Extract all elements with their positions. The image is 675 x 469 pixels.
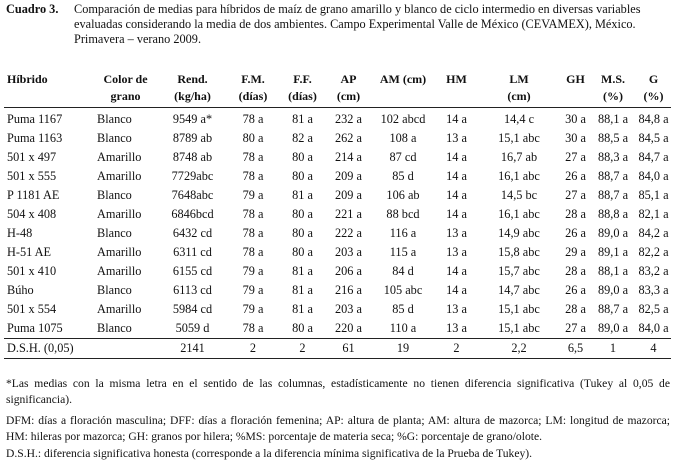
table-row bbox=[4, 148, 671, 167]
table-cell: 27 a bbox=[565, 188, 586, 202]
table-cell: 78 a bbox=[242, 245, 264, 259]
table-cell: 5984 cd bbox=[172, 302, 213, 316]
table-cell: 79 a bbox=[242, 264, 264, 278]
table-row bbox=[4, 129, 671, 148]
table-cell: 84,7 a bbox=[638, 150, 669, 164]
table-cell: 85 d bbox=[392, 302, 414, 316]
table-cell: 110 a bbox=[389, 321, 417, 335]
table-cell: 81 a bbox=[292, 112, 313, 126]
table-cell: 14 a bbox=[446, 188, 467, 202]
table-cell: 15,1 abc bbox=[498, 321, 540, 335]
table-cell: 14 a bbox=[446, 112, 467, 126]
note-abbreviations: DFM: días a floración masculina; DFF: días a floración femenina; AP: altura de planta; AM: altura de mazorca; LM: longitud de mazorca; HM: hileras por mazorca; GH: granos por hilera; %MS: porcentaje de materia seca; %G: porcentaje de grano/olote. bbox=[6, 413, 670, 444]
table-cell: 102 abcd bbox=[380, 112, 426, 126]
table-cell: 88,8 a bbox=[597, 207, 629, 221]
hybrid-name-cell: H-48 bbox=[7, 226, 33, 240]
table-cell: 29 a bbox=[565, 245, 586, 259]
column-header: F.F. bbox=[293, 72, 312, 86]
hybrid-name-cell: Puma 1075 bbox=[7, 321, 63, 335]
table-cell: 80 a bbox=[292, 226, 313, 240]
header-row-top bbox=[4, 64, 671, 89]
table-cell: Amarillo bbox=[97, 207, 142, 221]
column-header: LM bbox=[509, 72, 529, 86]
table-cell: 78 a bbox=[242, 169, 264, 183]
table-cell: 83,3 a bbox=[638, 283, 669, 297]
table-cell: 7729abc bbox=[171, 169, 214, 183]
table-cell: 6432 cd bbox=[172, 226, 213, 240]
table-cell: 88,7 a bbox=[597, 302, 629, 316]
column-header: G bbox=[648, 72, 659, 86]
table-cell: 7648abc bbox=[171, 188, 214, 202]
table-cell: 15,1 abc bbox=[498, 131, 540, 145]
table-cell: 80 a bbox=[292, 150, 313, 164]
table-cell: 88,1 a bbox=[597, 112, 629, 126]
hybrid-name-cell: Búho bbox=[7, 283, 34, 297]
caption-text: Comparación de medias para híbridos de maíz de grano amarillo y blanco de ciclo intermedio en diversas variables evaluadas considerando la media de dos ambientes. Campo Experimental Valle de México (CEVAMEX), México. Primavera – verano 2009. bbox=[74, 2, 641, 46]
column-header-unit: (cm) bbox=[327, 89, 370, 108]
table-cell: 82,5 a bbox=[638, 302, 669, 316]
note-significance: *Las medias con la misma letra en el sentido de las columnas, estadísticamente no tienen diferencia significativa (Tukey al 0,05 de significancia). bbox=[6, 377, 670, 407]
table-row bbox=[4, 224, 671, 243]
table-cell: 89,0 a bbox=[597, 283, 629, 297]
hybrid-name-cell: Puma 1167 bbox=[7, 112, 63, 126]
table-cell: 14 a bbox=[446, 169, 467, 183]
table-row bbox=[4, 205, 671, 224]
table-cell: Blanco bbox=[97, 188, 132, 202]
hybrid-name-cell: 501 x 555 bbox=[7, 169, 57, 183]
table-cell: 79 a bbox=[242, 302, 264, 316]
table-cell: 88,5 a bbox=[597, 131, 629, 145]
column-header: HM bbox=[446, 72, 467, 86]
table-cell: Amarillo bbox=[97, 150, 142, 164]
hybrid-name-cell: 501 x 497 bbox=[7, 150, 57, 164]
dsh-cell: 2 bbox=[228, 339, 278, 359]
table-cell: 14,5 bc bbox=[500, 188, 538, 202]
table-cell: 82,2 a bbox=[638, 245, 669, 259]
dsh-cell: 2 bbox=[278, 339, 327, 359]
table-cell: 209 a bbox=[335, 188, 362, 202]
table-cell: 13 a bbox=[446, 245, 467, 259]
table-cell: 8748 ab bbox=[172, 150, 213, 164]
dsh-cell: 4 bbox=[636, 339, 671, 359]
table-cell: 5059 d bbox=[175, 321, 210, 335]
table-cell: Amarillo bbox=[97, 302, 142, 316]
hybrid-name-cell: P 1181 AE bbox=[7, 188, 60, 202]
column-header-unit bbox=[370, 89, 436, 108]
dsh-cell: 1 bbox=[590, 339, 636, 359]
dsh-cell: 19 bbox=[370, 339, 436, 359]
dsh-label-cell: D.S.H. (0,05) bbox=[4, 339, 94, 359]
table-cell: 28 a bbox=[565, 264, 586, 278]
table-cell: 16,1 abc bbox=[498, 207, 540, 221]
table-cell: 106 ab bbox=[386, 188, 420, 202]
column-header: Híbrido bbox=[7, 72, 48, 86]
table-cell: 78 a bbox=[242, 112, 264, 126]
table-cell: Blanco bbox=[97, 131, 132, 145]
table-cell: 6311 cd bbox=[173, 245, 212, 259]
table-cell: 15,7 abc bbox=[498, 264, 540, 278]
column-header: Color de bbox=[103, 72, 148, 86]
column-header-unit bbox=[436, 89, 477, 108]
table-cell: 82,1 a bbox=[638, 207, 669, 221]
table-cell: Blanco bbox=[97, 226, 132, 240]
table-body bbox=[4, 108, 671, 359]
table-cell: 14,9 abc bbox=[498, 226, 540, 240]
table-cell: 14 a bbox=[446, 207, 467, 221]
table-cell: 84,5 a bbox=[638, 131, 669, 145]
table-cell: 87 cd bbox=[389, 150, 417, 164]
table-cell: 85 d bbox=[392, 169, 414, 183]
table-cell: 28 a bbox=[565, 207, 586, 221]
note-dsh: D.S.H.: diferencia significativa honesta (corresponde a la diferencia mínima significativa de la Prueba de Tukey). bbox=[6, 446, 533, 460]
header-row-bottom bbox=[4, 89, 671, 108]
table-cell: 88 bcd bbox=[386, 207, 420, 221]
table-cell: 84,2 a bbox=[638, 226, 669, 240]
column-header: GH bbox=[566, 72, 585, 86]
table-cell: 88,3 a bbox=[597, 150, 629, 164]
hybrid-name-cell: Puma 1163 bbox=[7, 131, 63, 145]
table-cell: 78 a bbox=[242, 207, 264, 221]
column-header-unit: (días) bbox=[278, 89, 327, 108]
table-row bbox=[4, 262, 671, 281]
table-cell: 14 a bbox=[446, 264, 467, 278]
dsh-cell: 2,2 bbox=[477, 339, 561, 359]
table-cell: 78 a bbox=[242, 150, 264, 164]
column-header: Rend. bbox=[177, 72, 208, 86]
table-cell: 16,1 abc bbox=[498, 169, 540, 183]
column-header-unit bbox=[4, 89, 94, 108]
table-row bbox=[4, 186, 671, 205]
table-cell: 14 a bbox=[446, 283, 467, 297]
table-notes bbox=[6, 376, 670, 462]
dsh-cell bbox=[94, 339, 157, 359]
column-header: AP bbox=[340, 72, 357, 86]
hybrid-name-cell: H-51 AE bbox=[7, 245, 52, 259]
table-cell: 79 a bbox=[242, 188, 264, 202]
table-cell: 80 a bbox=[292, 321, 313, 335]
table-cell: 27 a bbox=[565, 150, 586, 164]
table-cell: 85,1 a bbox=[638, 188, 669, 202]
table-cell: 79 a bbox=[242, 283, 264, 297]
table-cell: Blanco bbox=[97, 321, 132, 335]
table-cell: 28 a bbox=[565, 302, 586, 316]
table-cell: 116 a bbox=[389, 226, 417, 240]
dsh-row bbox=[4, 339, 671, 359]
dsh-cell: 2 bbox=[436, 339, 477, 359]
table-cell: 9549 a* bbox=[172, 112, 213, 126]
hybrid-name-cell: 501 x 410 bbox=[7, 264, 57, 278]
table-cell: 209 a bbox=[335, 169, 362, 183]
dsh-cell: 2141 bbox=[157, 339, 228, 359]
table-cell: 108 a bbox=[389, 131, 417, 145]
table-cell: 78 a bbox=[242, 226, 264, 240]
table-cell: 8789 ab bbox=[172, 131, 213, 145]
table-cell: Amarillo bbox=[97, 169, 142, 183]
table-cell: 88,1 a bbox=[597, 264, 629, 278]
table-cell: 214 a bbox=[335, 150, 362, 164]
column-header-unit: (días) bbox=[228, 89, 278, 108]
table-cell: 14,4 c bbox=[503, 112, 535, 126]
table-cell: 105 abc bbox=[383, 283, 423, 297]
column-header-unit: (cm) bbox=[477, 89, 561, 108]
table-cell: 221 a bbox=[335, 207, 362, 221]
table-cell: 6113 cd bbox=[173, 283, 212, 297]
table-cell: 16,7 ab bbox=[500, 150, 538, 164]
table-cell: 30 a bbox=[565, 112, 586, 126]
table-cell: 14 a bbox=[446, 150, 467, 164]
hybrid-name-cell: 504 x 408 bbox=[7, 207, 57, 221]
table-cell: 26 a bbox=[565, 283, 586, 297]
table-cell: 262 a bbox=[335, 131, 362, 145]
table-cell: 13 a bbox=[446, 321, 467, 335]
table-cell: 78 a bbox=[242, 321, 264, 335]
column-header: F.M. bbox=[241, 72, 265, 86]
table-cell: 216 a bbox=[335, 283, 362, 297]
table-cell: 89,0 a bbox=[597, 321, 629, 335]
table-cell: 220 a bbox=[335, 321, 362, 335]
table-cell: 80 a bbox=[292, 207, 313, 221]
results-table bbox=[4, 64, 671, 359]
table-cell: 15,8 abc bbox=[498, 245, 540, 259]
column-header-unit: grano bbox=[94, 89, 157, 108]
column-header-unit: (kg/ha) bbox=[157, 89, 228, 108]
table-cell: 81 a bbox=[292, 283, 313, 297]
table-cell: 80 a bbox=[292, 169, 313, 183]
table-cell: 80 a bbox=[292, 245, 313, 259]
table-cell: 13 a bbox=[446, 302, 467, 316]
table-row bbox=[4, 281, 671, 300]
column-header-unit: (%) bbox=[636, 89, 671, 108]
table-cell: Blanco bbox=[97, 112, 132, 126]
table-cell: 26 a bbox=[565, 169, 586, 183]
table-cell: 13 a bbox=[446, 131, 467, 145]
table-cell: 83,2 a bbox=[638, 264, 669, 278]
table-cell: Amarillo bbox=[97, 245, 142, 259]
table-row bbox=[4, 319, 671, 339]
table-cell: 115 a bbox=[389, 245, 417, 259]
table-cell: Blanco bbox=[97, 283, 132, 297]
table-cell: 6846bcd bbox=[171, 207, 214, 221]
column-header-unit: (%) bbox=[590, 89, 636, 108]
table-cell: 89,1 a bbox=[597, 245, 629, 259]
table-cell: 89,0 a bbox=[597, 226, 629, 240]
table-cell: 15,1 abc bbox=[498, 302, 540, 316]
table-cell: 82 a bbox=[292, 131, 313, 145]
table-cell: 84 d bbox=[392, 264, 414, 278]
table-cell: 84,0 a bbox=[638, 321, 669, 335]
table-cell: 6155 cd bbox=[172, 264, 213, 278]
table-cell: 88,7 a bbox=[597, 188, 629, 202]
column-header-unit bbox=[561, 89, 590, 108]
table-cell: 13 a bbox=[446, 226, 467, 240]
table-row bbox=[4, 108, 671, 130]
dsh-cell: 61 bbox=[327, 339, 370, 359]
table-cell: 206 a bbox=[335, 264, 362, 278]
table-row bbox=[4, 300, 671, 319]
dsh-cell: 6,5 bbox=[561, 339, 590, 359]
table-cell: 81 a bbox=[292, 264, 313, 278]
table-row bbox=[4, 167, 671, 186]
table-cell: 84,0 a bbox=[638, 169, 669, 183]
table-cell: 27 a bbox=[565, 321, 586, 335]
table-cell: 80 a bbox=[242, 131, 264, 145]
table-cell: 81 a bbox=[292, 188, 313, 202]
table-cell: 203 a bbox=[335, 245, 362, 259]
table-cell: 14,7 abc bbox=[498, 283, 540, 297]
table-cell: 88,7 a bbox=[597, 169, 629, 183]
column-header: M.S. bbox=[601, 72, 625, 86]
table-cell: 26 a bbox=[565, 226, 586, 240]
table-cell: 30 a bbox=[565, 131, 586, 145]
table-row bbox=[4, 243, 671, 262]
table-cell: 81 a bbox=[292, 302, 313, 316]
table-cell: 232 a bbox=[335, 112, 362, 126]
column-header: AM (cm) bbox=[379, 72, 427, 86]
hybrid-name-cell: 501 x 554 bbox=[7, 302, 57, 316]
table-cell: 84,8 a bbox=[638, 112, 669, 126]
table-cell: 222 a bbox=[335, 226, 362, 240]
table-cell: 203 a bbox=[335, 302, 362, 316]
caption-label: Cuadro 3. bbox=[6, 2, 59, 16]
table-cell: Amarillo bbox=[97, 264, 142, 278]
